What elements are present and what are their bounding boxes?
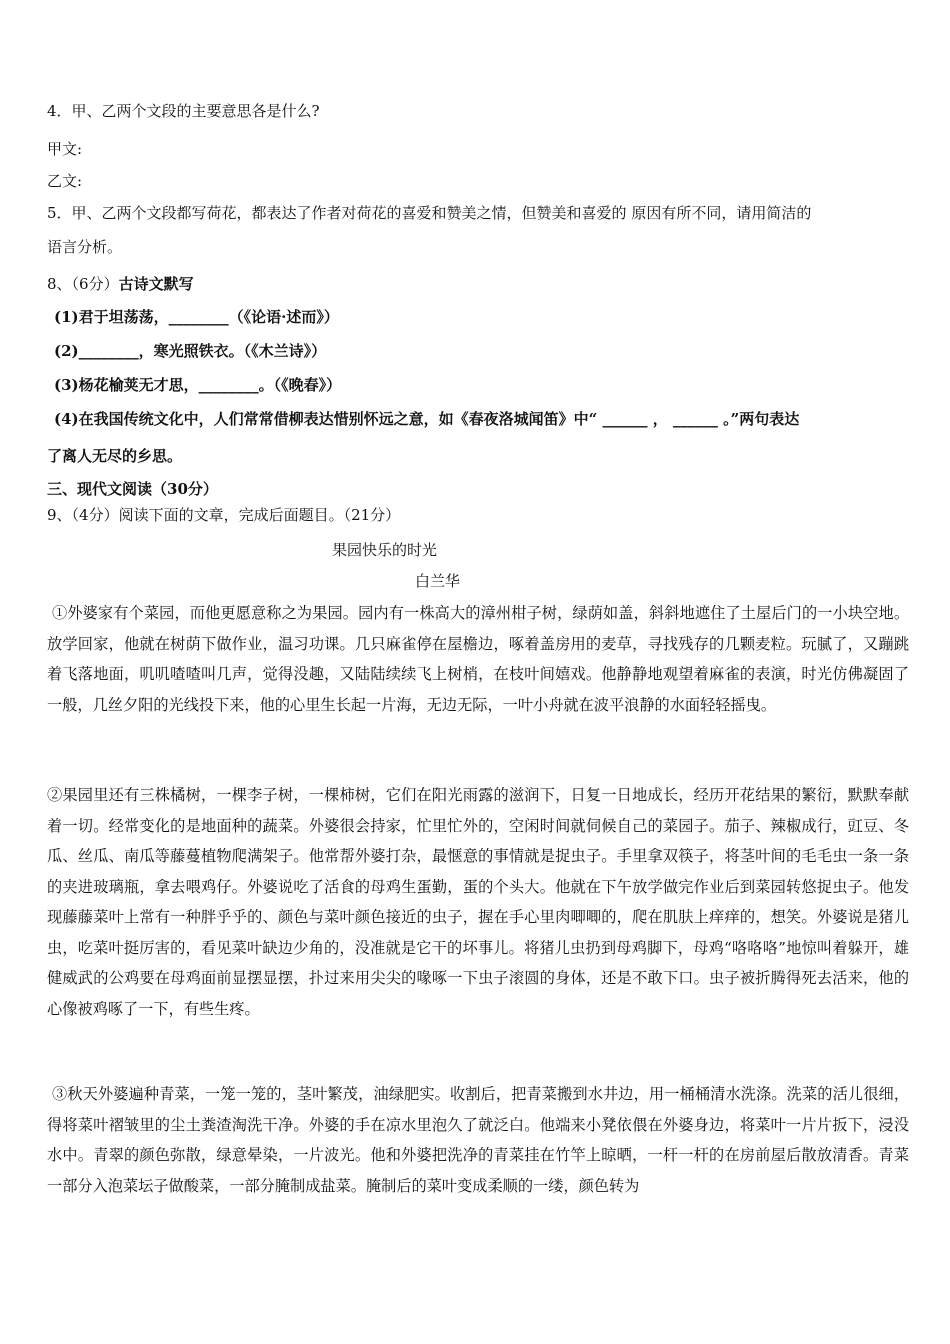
question-5-line-1: 5．甲、乙两个文段都写荷花，都表达了作者对荷花的喜爱和赞美之情，但赞美和喜爱的 原因有所不同，请用简洁的 <box>47 204 812 222</box>
article-title: 果园快乐的时光 <box>332 541 438 559</box>
question-4: 4．甲、乙两个文段的主要意思各是什么? <box>47 102 320 120</box>
article-paragraph-1: ①外婆家有个菜园，而他更愿意称之为果园。园内有一株高大的漳州柑子树，绿荫如盖，斜斜地遮住了土屋后门的一小块空地。放学回家，他就在树荫下做作业，温习功课。几只麻雀停在屋檐边，啄着盖房用的麦草，寻找残存的几颗麦粒。玩腻了，又蹦跳着飞落地面，叽叽喳喳叫几声，觉得没趣，又陆陆续续飞上树梢，在枝叶间嬉戏。他静静地观望着麻雀的表演，时光仿佛凝固了一般，几丝夕阳的光线投下来，他的心里生长起一片海，无边无际，一叶小舟就在波平浪静的水面轻轻摇曳。 <box>47 604 909 714</box>
question-8-heading <box>47 274 194 294</box>
article-author: 白兰华 <box>415 572 461 590</box>
question-8-title: 古诗文默写 <box>118 275 194 293</box>
question-8-number: 8、（6分） <box>47 275 119 293</box>
article-paragraph-2: ②果园里还有三株橘树，一棵李子树，一棵柿树，它们在阳光雨露的滋润下，日复一日地成长，经历开花结果的繁衍，默默奉献着一切。经常变化的是地面种的蔬菜。外婆很会持家，忙里忙外的，空闲时间就伺候自己的菜园子。茄子、辣椒成行，豇豆、冬瓜、丝瓜、南瓜等藤蔓植物爬满架子。他常帮外婆打杂，最惬意的事情就是捉虫子。手里拿双筷子，将茎叶间的毛毛虫一条一条的夹进玻璃瓶，拿去喂鸡仔。外婆说吃了活食的母鸡生蛋勤，蛋的个头大。他就在下午放学做完作业后到菜园转悠捉虫子。他发现藤藤菜叶上常有一种胖乎乎的、颜色与菜叶颜色接近的虫子，握在手心里肉唧唧的，爬在肌肤上痒痒的，想笑。外婆说是猪儿虫，吃菜叶挺厉害的，看见菜叶缺边少角的，没准就是它干的坏事儿。将猪儿虫扔到母鸡脚下，母鸡“咯咯咯”地惊叫着躲开，雄健威武的公鸡要在母鸡面前显摆显摆，扑过来用尖尖的喙啄一下虫子滚圆的身体，还是不敢下口。虫子被折腾得死去活来，他的心像被鸡啄了一下，有些生疼。 <box>47 786 909 1018</box>
question-9-intro: 9、（4分）阅读下面的文章，完成后面题目。（21分） <box>47 506 401 524</box>
question-8-item-4: (4)在我国传统文化中，人们常常借柳表达惜别怀远之意，如《春夜洛城闻笛》中“ ______ ， ______ 。”两句表达 <box>54 410 800 428</box>
answer-label-yi: 乙文: <box>47 172 83 190</box>
question-5-line-2: 语言分析。 <box>47 238 123 256</box>
section-3-title: 三、现代文阅读（30分） <box>47 480 218 498</box>
question-8-item-3: (3)杨花榆荚无才思，________。（《晚春》） <box>54 376 342 394</box>
answer-label-jia: 甲文: <box>47 140 83 158</box>
question-8-item-4-continued: 了离人无尽的乡思。 <box>47 447 183 465</box>
question-8-item-1: (1)君于坦荡荡，________（《论语·述而》） <box>54 308 339 326</box>
question-8-item-2: (2)________，寒光照铁衣。（《木兰诗》） <box>54 342 327 360</box>
article-paragraph-3: ③秋天外婆遍种青菜，一笼一笼的，茎叶繁茂，油绿肥实。收割后，把青菜搬到水井边，用一桶桶清水洗涤。洗菜的活儿很细，得将菜叶褶皱里的尘土粪渣淘洗干净。外婆的手在凉水里泡久了就泛白。他端来小凳依偎在外婆身边，将菜叶一片片扳下，浸没水中。青翠的颜色弥散，绿意晕染，一片波光。他和外婆把洗净的青菜挂在竹竿上晾晒，一杆一杆的在房前屋后散放清香。青菜一部分入泡菜坛子做酸菜，一部分腌制成盐菜。腌制后的菜叶变成柔顺的一缕，颜色转为 <box>47 1085 909 1195</box>
